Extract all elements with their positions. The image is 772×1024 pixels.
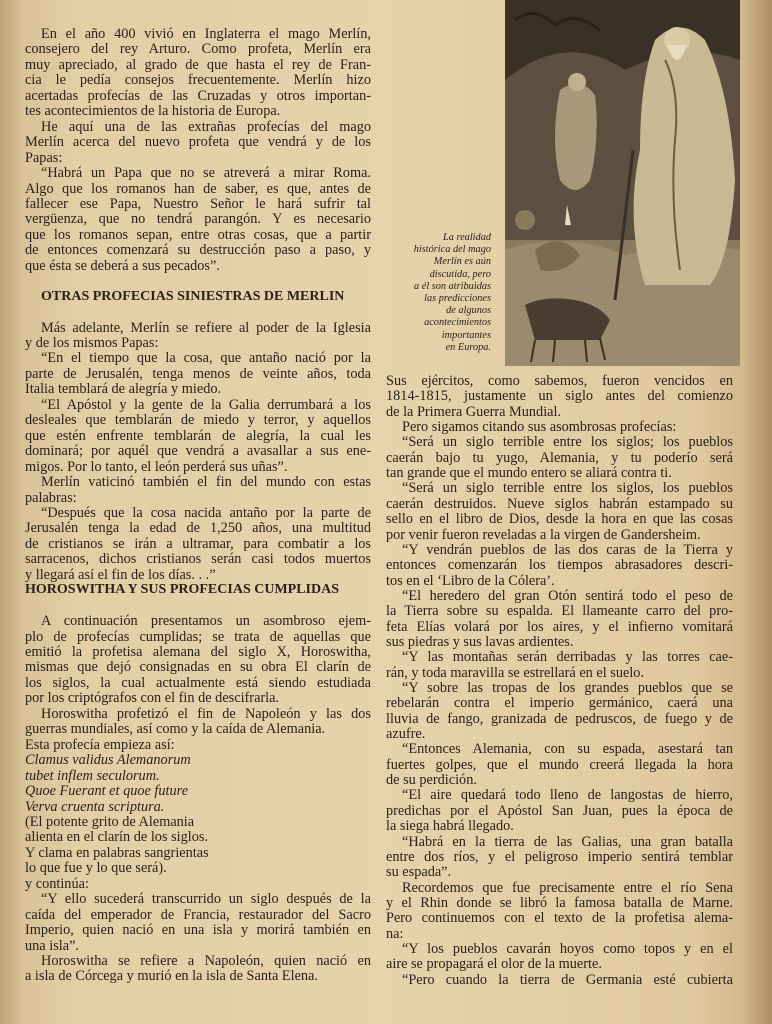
left-line: de cristianos se irán a ultramar, para combatir a los bbox=[25, 535, 371, 552]
left-line: Más adelante, Merlín se refiere al poder de la Iglesia bbox=[41, 319, 371, 336]
left-line: fallecer ese Papa, Nuestro Señor le hará sufrir tal bbox=[25, 195, 371, 212]
left-line: que los romanos sepan, entre otras cosas, que a partir bbox=[25, 226, 371, 243]
left-line: por los criptógrafos con el fin de descifrarla. bbox=[25, 690, 280, 707]
left-line: “El Apóstol y la gente de la Galia derrumbará a los bbox=[41, 396, 371, 413]
right-line: predichas por el Apóstol San Juan, pues la época de bbox=[386, 802, 733, 819]
left-line: y llegará así el fin de los días. . .” bbox=[25, 566, 216, 583]
left-line: guerras mundiales, así como y la caída de Alemania. bbox=[25, 721, 326, 738]
right-line: “Pero cuando la tierra de Germania esté cubierta bbox=[402, 971, 733, 988]
right-line: “Y sobre las tropas de los grandes pueblos que se bbox=[402, 680, 733, 696]
right-line: “Será un siglo terrible entre los siglos; los pueblos bbox=[402, 434, 733, 451]
right-line: fuertes golpes, que el mundo creerá llegada la hora bbox=[386, 756, 733, 773]
right-line: y el Rhin donde se libró la famosa batalla de Marne. bbox=[386, 894, 733, 911]
right-line: rán, y toda maravilla se estrellará en el suelo. bbox=[386, 664, 645, 681]
left-line: Quoe Fuerant et quoe future bbox=[25, 783, 189, 800]
left-line: A continuación presentamos un asombroso ejem- bbox=[41, 613, 371, 630]
left-line: En el año 400 vivió en Inglaterra el mago Merlín, bbox=[41, 26, 371, 42]
right-line: 1814-1815, justamente un siglo antes del comienzo bbox=[386, 388, 733, 405]
left-line: He aquí una de las extrañas profecías del mago bbox=[41, 118, 371, 135]
right-line: por venir fueron reveladas a la virgen de Gandersheim. bbox=[386, 526, 701, 543]
left-line: lo que fue y lo que será). bbox=[25, 860, 167, 877]
right-line: “Y vendrán pueblos de las dos caras de la Tierra y bbox=[402, 541, 733, 558]
left-line: acertadas profecías de las Cruzadas y otros importan- bbox=[25, 87, 371, 104]
left-line: Merlín vaticinó también el fin del mundo con estas bbox=[41, 474, 371, 491]
left-line: de entonces comenzará su destrucción paso a paso, y bbox=[25, 242, 371, 259]
left-line: que ésta se deberá a sus pecados”. bbox=[25, 257, 220, 274]
left-line: cia le pedía consejos frecuentemente. Merlín hizo bbox=[25, 72, 371, 89]
caption-line: a él son atribuidas bbox=[414, 280, 491, 292]
caption-line: acontecimientos bbox=[424, 317, 491, 329]
caption-line: en Europa. bbox=[445, 341, 491, 353]
left-line: mismas que dejó consignadas en su obra El clarín de bbox=[25, 659, 371, 676]
left-line: palabras: bbox=[25, 489, 77, 506]
left-line: consejero del rey Arturo. Como profeta, Merlín era bbox=[25, 41, 371, 58]
right-line: Recordemos que fue precisamente entre el río Sena bbox=[402, 879, 733, 896]
left-line: alienta en el clarín de los siglos. bbox=[25, 829, 209, 846]
left-line: “Después que la cosa nacida antaño por la parte de bbox=[41, 504, 371, 521]
left-line: parte de Jerusalén, tenga menos de veinte años, toda bbox=[25, 365, 371, 382]
left-line: sarracenos, dichos cristianos serán casi todos muertos bbox=[25, 551, 371, 568]
right-line: tos en el ‘Libro de la Cólera’. bbox=[386, 572, 555, 589]
right-line: su espada”. bbox=[386, 864, 452, 881]
right-line: de su perdición. bbox=[386, 772, 477, 789]
left-line: tes acontecimientos de la historia de Europa. bbox=[25, 103, 281, 120]
right-line: lluvia de fango, granizada de pedruscos, de fuego y de bbox=[386, 710, 733, 727]
right-line: sus piedras y sus lavas ardientes. bbox=[386, 633, 574, 650]
right-line: Sus ejércitos, como sabemos, fueron vencidos en bbox=[386, 373, 733, 389]
caption-line: histórica del mago bbox=[413, 244, 491, 256]
right-line: “El aire quedará todo lleno de langostas de hierro, bbox=[402, 787, 733, 804]
right-line: na: bbox=[386, 925, 404, 942]
left-line: Jerusalén tenga la edad de 1,250 años, una multitud bbox=[25, 520, 371, 537]
right-line: “Entonces Alemania, con su espada, asestará tan bbox=[402, 741, 733, 758]
right-line: “Y las montañas serán derribadas y las torres cae- bbox=[402, 649, 733, 666]
right-line: feta Elías volará por los aires, y el infierno vomitará bbox=[386, 618, 733, 635]
left-line: Esta profecía empieza así: bbox=[25, 736, 175, 753]
caption-line: discutida, pero bbox=[429, 268, 491, 280]
caption-line: Merlín es aún bbox=[433, 256, 491, 268]
right-line: azufre. bbox=[386, 726, 426, 743]
left-line: OTRAS PROFECIAS SINIESTRAS DE MERLIN bbox=[41, 288, 345, 304]
left-line: vergüenza, que no tendrá parangón. Y es necesario bbox=[25, 211, 371, 228]
left-line: muy apreciado, al grado de que hasta el rey de Fran- bbox=[25, 56, 371, 73]
left-line: plo de profecías cumplidas; se trata de aquellas que bbox=[25, 628, 371, 645]
caption-line: La realidad bbox=[443, 232, 491, 243]
right-line: “Habrá en la tierra de las Galias, una gran batalla bbox=[402, 833, 733, 850]
caption-line: de algunos bbox=[446, 305, 491, 317]
caption-line: las predicciones bbox=[424, 293, 491, 305]
right-line: entre dos ríos, y el peligroso imperio sentirá temblar bbox=[386, 848, 733, 865]
right-line: caerán destruidos. Nueve siglos habrán estampado su bbox=[386, 495, 733, 512]
left-line: Italia temblará de alegría y miedo. bbox=[25, 381, 222, 398]
right-line: “El heredero del gran Otón sentirá todo el peso de bbox=[402, 587, 733, 604]
right-line: Pero sigamos citando sus asombrosas profecías: bbox=[402, 419, 677, 436]
merlin-engraving-image bbox=[505, 0, 740, 366]
left-line bbox=[25, 598, 371, 614]
right-line: tan grande que el mundo entero se aliará contra ti. bbox=[386, 465, 672, 482]
left-line: Clamus validus Alemanorum bbox=[25, 752, 191, 769]
right-line: de la Primera Guerra Mundial. bbox=[386, 403, 562, 420]
left-line: y de los mismos Papas: bbox=[25, 335, 159, 351]
left-line: dominará; por aquél que vendrá a avasallar a sus ene- bbox=[25, 443, 371, 460]
right-line: Pero continuemos con el texto de la profetisa alema- bbox=[386, 910, 733, 927]
left-line: Papas: bbox=[25, 149, 63, 166]
left-line: Verva cruenta scriptura. bbox=[25, 798, 165, 815]
left-line: tubet inflem seculorum. bbox=[25, 767, 160, 784]
left-line: los siglos, la cual actualmente está siendo estudiada bbox=[25, 674, 371, 691]
left-line: Y clama en palabras sangrientas bbox=[25, 844, 209, 861]
page-edge-shadow bbox=[742, 0, 772, 1024]
right-line: aire se propagará el olor de la muerte. bbox=[386, 956, 602, 973]
left-line: a isla de Córcega y murió en la isla de Santa Elena. bbox=[25, 968, 318, 985]
left-line: Horoswitha profetizó el fin de Napoleón y las dos bbox=[41, 705, 371, 722]
right-line: rebelarán contra el imperio germánico, caerá una bbox=[386, 695, 733, 712]
left-line: una isla”. bbox=[25, 937, 79, 954]
right-line: la siega habrá llegado. bbox=[386, 818, 514, 835]
left-line: y continúa: bbox=[25, 875, 89, 892]
right-line: sello en el libro de Dios, desde la hora en que las cosas bbox=[386, 511, 733, 528]
left-line: que estén enfrente temblarán de alegría, la cual les bbox=[25, 427, 371, 444]
right-line: caerán bajo tu yugo, Alemania, y tu poderío será bbox=[386, 449, 733, 466]
left-line: “En el tiempo que la cosa, que antaño nació por la bbox=[41, 350, 371, 367]
left-line: (El potente grito de Alemania bbox=[25, 813, 195, 830]
left-line: “Habrá un Papa que no se atreverá a mirar Roma. bbox=[41, 165, 371, 182]
left-line: HOROSWITHA Y SUS PROFECIAS CUMPLIDAS bbox=[25, 582, 340, 598]
right-line: “Será un siglo terrible entre los siglos, los pueblos bbox=[402, 480, 733, 497]
image-caption bbox=[395, 232, 491, 354]
left-line: migos. Por lo tanto, el león perderá sus uñas”. bbox=[25, 458, 288, 475]
left-line: Imperio, quien nació en una isla y morirá también en bbox=[25, 922, 371, 939]
left-line: desleales que temblarán de miedo y terror, y aquellos bbox=[25, 412, 371, 429]
left-line bbox=[25, 304, 371, 320]
caption-line: importantes bbox=[441, 329, 491, 341]
left-line: Horoswitha se refiere a Napoleón, quien nació en bbox=[41, 953, 371, 969]
left-line: caída del emperador de Francia, restaurador del Sacro bbox=[25, 906, 371, 923]
left-line: emitió la profetisa alemana del siglo X, Horoswitha, bbox=[25, 644, 371, 660]
left-line: “Y ello sucederá transcurrido un siglo después de la bbox=[41, 891, 371, 908]
left-line bbox=[25, 273, 371, 289]
left-line: Merlín acerca del nuevo profeta que vendrá y de los bbox=[25, 134, 371, 151]
left-line: Algo que los romanos han de saber, es que, antes de bbox=[25, 180, 371, 197]
right-line: la Tierra sobre su espalda. El llameante carro del pro- bbox=[386, 603, 733, 620]
right-line: “Y los pueblos cavarán hoyos como topos y en el bbox=[402, 940, 733, 957]
right-line: entonces comenzarán los tiempos abrasadores descri- bbox=[386, 557, 733, 574]
